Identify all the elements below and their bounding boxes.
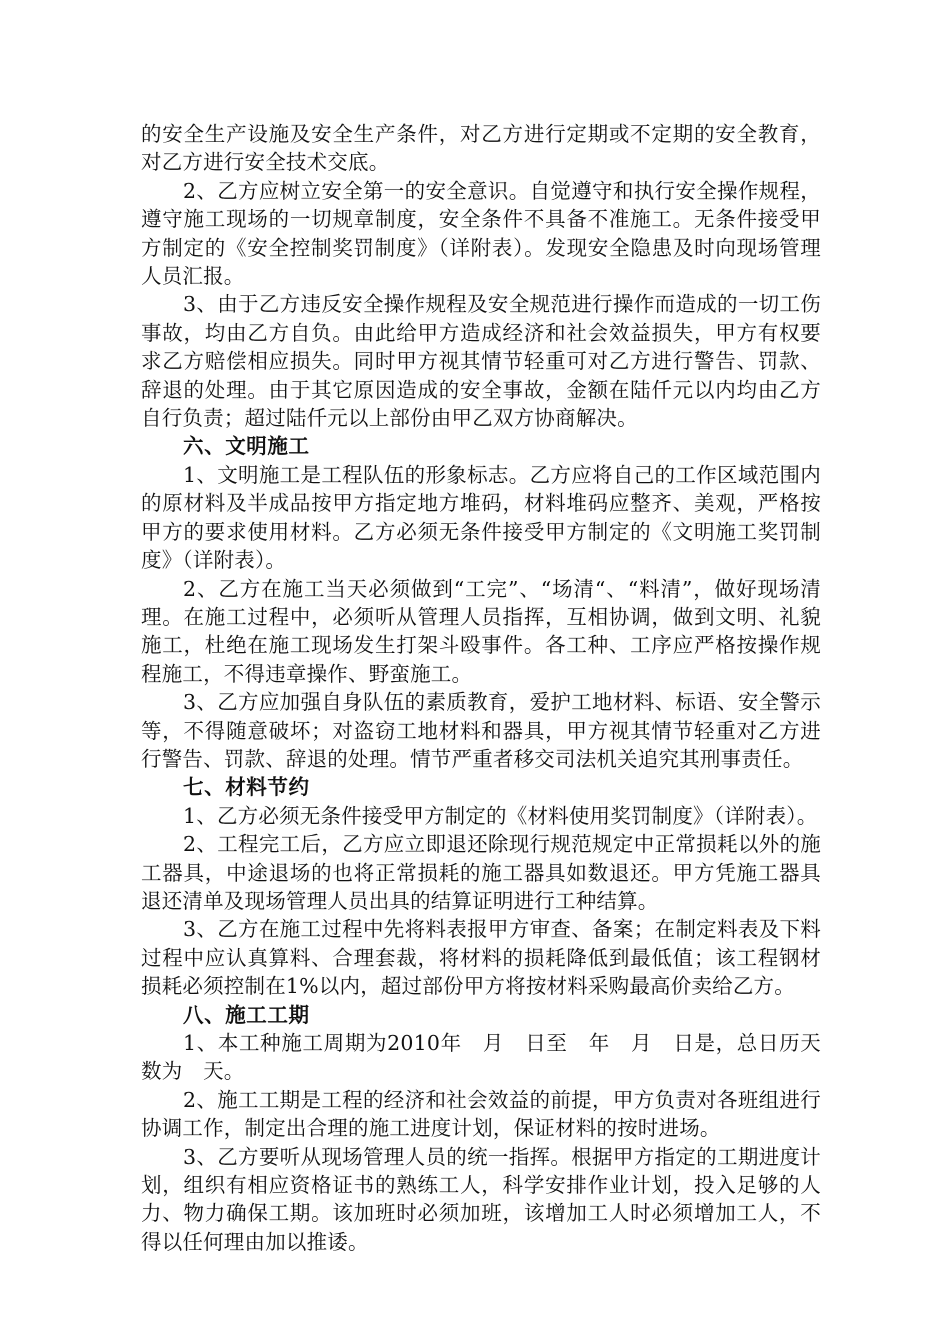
paragraph: 3、由于乙方违反安全操作规程及安全规范进行操作而造成的一切工伤事故，均由乙方自负。由此给甲方造成经济和社会效益损失，甲方有权要求乙方赔偿相应损失。同时甲方视其情节轻重可对乙方进行警告、罚款、辞退的处理。由于其它原因造成的安全事故，金额在陆仟元以内均由乙方自行负责；超过陆仟元以上部份由甲乙双方协商解决。	[141, 292, 821, 431]
paragraph: 1、本工种施工周期为2010年 月 日至 年 月 日是，总日历天数为 天。	[141, 1031, 821, 1084]
paragraph: 1、乙方必须无条件接受甲方制定的《材料使用奖罚制度》（详附表）。	[183, 803, 818, 828]
paragraph: 3、乙方应加强自身队伍的素质教育，爱护工地材料、标语、安全警示等，不得随意破坏；对盗窃工地材料和器具，甲方视其情节轻重对乙方进行警告、罚款、辞退的处理。情节严重者移交司法机关追究其刑事责任。	[141, 690, 821, 771]
section-heading: 七、材料节约	[183, 775, 310, 800]
paragraph: 3、乙方要听从现场管理人员的统一指挥。根据甲方指定的工期进度计划，组织有相应资格证书的熟练工人，科学安排作业计划，投入足够的人力、物力确保工期。该加班时必须加班，该增加工人时必须增加工人，不得以任何理由加以推诿。	[141, 1144, 821, 1254]
paragraph: 2、施工工期是工程的经济和社会效益的前提，甲方负责对各班组进行协调工作，制定出合理的施工进度计划，保证材料的按时进场。	[141, 1087, 821, 1141]
paragraph: 2、乙方应树立安全第一的安全意识。自觉遵守和执行安全操作规程，遵守施工现场的一切规章制度，安全条件不具备不准施工。无条件接受甲方制定的《安全控制奖罚制度》（详附表）。发现安全隐患及时向现场管理人员汇报。	[141, 178, 821, 289]
paragraph: 3、乙方在施工过程中先将料表报甲方审查、备案；在制定料表及下料过程中应认真算料、合理套裁，将材料的损耗降低到最低值；该工程钢材损耗必须控制在1%以内，超过部份甲方将按材料采购最高价卖给乙方。	[141, 917, 821, 999]
paragraph: 2、工程完工后，乙方应立即退还除现行规范规定中正常损耗以外的施工器具，中途退场的也将正常损耗的施工器具如数退还。甲方凭施工器具退还清单及现场管理人员出具的结算证明进行工种结算。	[141, 832, 821, 913]
section-heading: 六、文明施工	[183, 434, 310, 459]
paragraph: 2、乙方在施工当天必须做到“工完”、“场清“、“料清”，做好现场清理。在施工过程中，必须听从管理人员指挥，互相协调，做到文明、礼貌施工，杜绝在施工现场发生打架斗殴事件。各工种、工序应严格按操作规程施工，不得违章操作、野蛮施工。	[141, 576, 821, 686]
paragraph: 1、文明施工是工程队伍的形象标志。乙方应将自己的工作区域范围内的原材料及半成品按甲方指定地方堆码，材料堆码应整齐、美观，严格按甲方的要求使用材料。乙方必须无条件接受甲方制定的《文明施工奖罚制度》（详附表）。	[141, 462, 821, 573]
section-heading: 八、施工工期	[183, 1002, 310, 1027]
paragraph: 的安全生产设施及安全生产条件，对乙方进行定期或不定期的安全教育，对乙方进行安全技术交底。	[141, 122, 821, 175]
document-page	[141, 120, 821, 1256]
